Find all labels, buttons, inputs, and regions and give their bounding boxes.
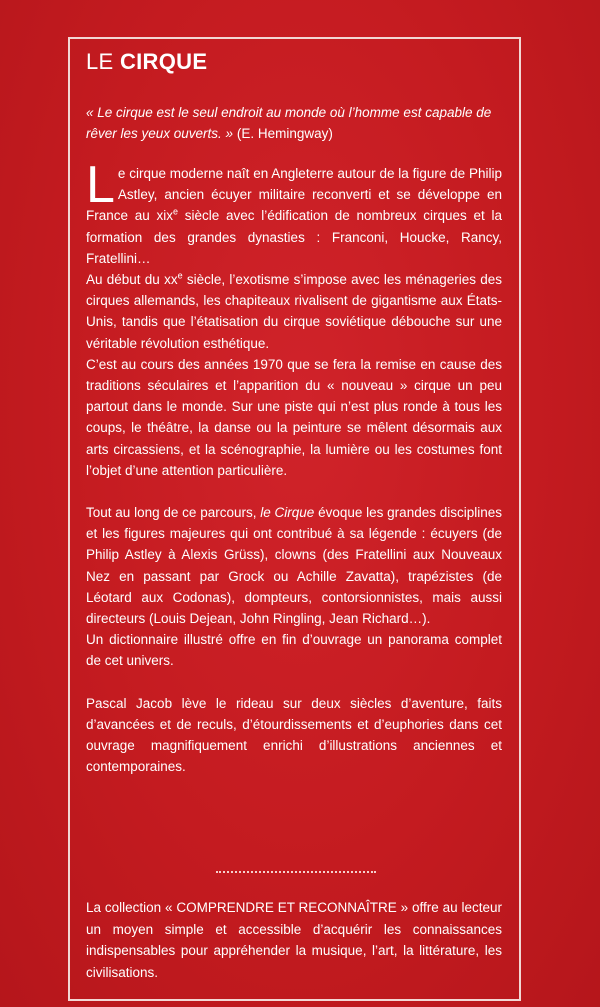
- century-20: xx: [164, 272, 178, 288]
- paragraph-1: [86, 156, 502, 269]
- dotted-separator: [216, 871, 376, 873]
- paragraph-4: [86, 502, 502, 629]
- paragraph-4-text-a: Tout au long de ce parcours,: [86, 505, 261, 521]
- paragraph-5: Un dictionnaire illustré offre en fin d’ouvrage un panorama complet de cet univers.: [86, 632, 502, 669]
- paragraph-1-text-b: siècle avec l’édification de nombreux cirques et la formation des grandes dynasties : Franconi, Houcke, Rancy, Fratellini…: [86, 208, 502, 266]
- century-20-sup: e: [177, 270, 183, 281]
- paragraph-3: C’est au cours des années 1970 que se fera la remise en cause des traditions séculaires et l’apparition du « nouveau » cirque un peu partout dans le monde. Sur une piste qui n’est plus ronde à tous les coups, le théâtre, la danse ou la peinture se mêlent désormais aux arts circassiens, et la scénographie, la lumière ou les costumes font l’objet d’une attention particulière.: [86, 356, 502, 478]
- paragraph-2-text-a: Au début du: [86, 272, 165, 288]
- quote-author: (E. Hemingway): [236, 126, 333, 141]
- century-19: xix: [156, 208, 173, 224]
- book-title: [86, 49, 207, 75]
- paragraph-6: Pascal Jacob lève le rideau sur deux siècles d’aventure, faits d’avancées et de reculs, d’étourdissements et d’euphories dans cet ouvrage magnifiquement enrichi d’illustrations anciennes et contemporaines.: [86, 695, 502, 775]
- book-title-italic: le Cirque: [260, 505, 315, 521]
- collection-note: La collection « COMPRENDRE ET RECONNAÎTRE » offre au lecteur un moyen simple et accessible d’acquérir les connaissances indispensables pour appréhender la musique, l’art, la littérature, les civilisations.: [86, 900, 502, 980]
- century-19-sup: e: [173, 206, 179, 217]
- paragraph-4-text-b: évoque les grandes disciplines et les figures majeures qui ont contribué à sa légende : écuyers (de Philip Astley à Alexis Grüss), clowns (des Fratellini aux Nouveaux Nez en passant par Grock ou Achille Zavatta), trapézistes (de Léotard aux Codonas), dompteurs, contorsionnistes, mais aussi directeurs (Louis Dejean, John Ringling, Jean Richard…).: [86, 505, 503, 627]
- blurb-body: [86, 156, 503, 777]
- paragraph-1-text-a: e cirque moderne naît en Angleterre autour de la figure de Philip Astley, ancien écuyer militaire reconverti et se développe en France au: [86, 166, 502, 224]
- paragraph-2-text-b: siècle, l’exotisme s’impose avec les ménageries des cirques allemands, les chapiteaux rivalisent de gigantisme aux États-Unis, tandis que l’étatisation du cirque soviétique débouche sur une véritable révolution esthétique.: [86, 272, 502, 351]
- epigraph-quote: [86, 102, 516, 144]
- quote-text: « Le cirque est le seul endroit au monde où l’homme est capable de rêver les yeux ouverts. »: [86, 105, 492, 141]
- drop-cap: L: [86, 156, 115, 214]
- title-prefix: LE: [86, 49, 114, 74]
- paragraph-2: [86, 269, 502, 354]
- title-main: CIRQUE: [119, 49, 208, 74]
